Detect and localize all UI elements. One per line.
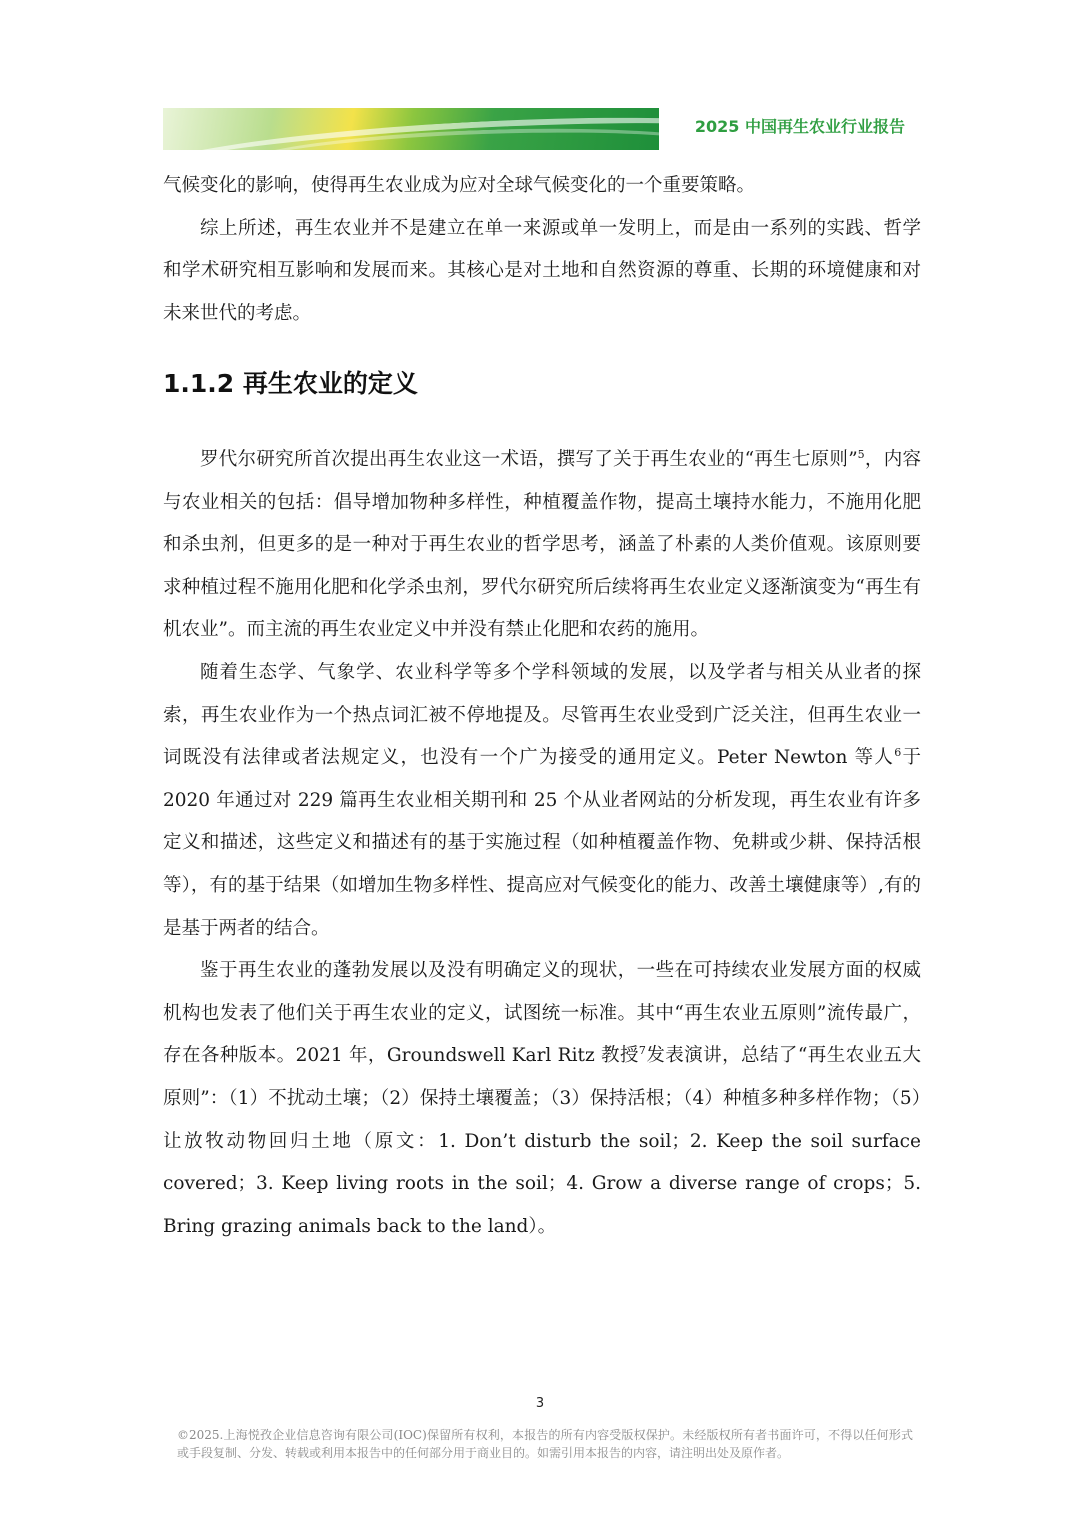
header-banner	[163, 108, 659, 150]
paragraph-2	[163, 652, 921, 950]
paragraph-text: 发表演讲，总结了“再生农业五大原则”：（1）不扰动土壤；（2）保持土壤覆盖；（3）保持活根；（4）种植多种多样作物；（5）让放牧动物回归土地（原文：1. Don’t disturb the soil；2. Keep the soil surface covered；3. Keep living roots in the soil；4. Grow a diverse range of crops；5. Bring grazing animals back to the land）。	[163, 1045, 921, 1237]
footnote-ref: 6	[894, 746, 902, 759]
paragraph-text: 鉴于再生农业的蓬勃发展以及没有明确定义的现状，一些在可持续农业发展方面的权威机构也发表了他们关于再生农业的定义，试图统一标准。其中“再生农业五原则”流传最广，存在各种版本。2021 年，Groundswell Karl Ritz 教授	[163, 960, 921, 1067]
paragraph-text: 随着生态学、气象学、农业科学等多个学科领域的发展，以及学者与相关从业者的探索，再生农业作为一个热点词汇被不停地提及。尽管再生农业受到广泛关注，但再生农业一词既没有法律或者法规定义，也没有一个广为接受的通用定义。Peter Newton 等人	[163, 661, 921, 769]
paragraph-text: 于 2020 年通过对 229 篇再生农业相关期刊和 25 个从业者网站的分析发现，再生农业有许多定义和描述，这些定义和描述有的基于实施过程（如种植覆盖作物、免耕或少耕、保持活根等），有的基于结果（如增加生物多样性、提高应对气候变化的能力、改善土壤健康等）,有的是基于两者的结合。	[163, 747, 921, 939]
summary-paragraph: 综上所述，再生农业并不是建立在单一来源或单一发明上，而是由一系列的实践、哲学和学术研究相互影响和发展而来。其核心是对土地和自然资源的尊重、长期的环境健康和对未来世代的考虑。	[163, 217, 921, 324]
footnote-ref: 5	[857, 447, 865, 461]
page-number: 3	[535, 1396, 545, 1411]
paragraph-text: 罗代尔研究所首次提出再生农业这一术语，撰写了关于再生农业的“再生七原则”	[200, 449, 858, 470]
continuation-paragraph: 气候变化的影响，使得再生农业成为应对全球气候变化的一个重要策略。	[163, 175, 756, 196]
paragraph-3	[163, 950, 921, 1248]
paragraph-1	[163, 439, 921, 652]
section-body	[163, 439, 921, 1248]
report-title: 2025 中国再生农业行业报告	[694, 117, 905, 136]
copyright-footer: ©2025.上海悦孜企业信息咨询有限公司(IOC)保留所有权利，本报告的所有内容受版权保护。未经版权所有者书面许可，不得以任何形式或手段复制、分发、转载或利用本报告中的任何部分用于商业目的。如需引用本报告的内容，请注明出处及原作者。	[177, 1428, 913, 1460]
footnote-ref: 7	[638, 1044, 646, 1058]
paragraph-text: ，内容与农业相关的包括：倡导增加物种多样性，种植覆盖作物，提高土壤持水能力，不施用化肥和杀虫剂，但更多的是一种对于再生农业的哲学思考，涵盖了朴素的人类价值观。该原则要求种植过程不施用化肥和化学杀虫剂，罗代尔研究所后续将再生农业定义逐渐演变为“再生有机农业”。而主流的再生农业定义中并没有禁止化肥和农药的施用。	[163, 449, 921, 641]
intro-text	[163, 165, 921, 335]
section-heading: 1.1.2 再生农业的定义	[163, 369, 418, 398]
